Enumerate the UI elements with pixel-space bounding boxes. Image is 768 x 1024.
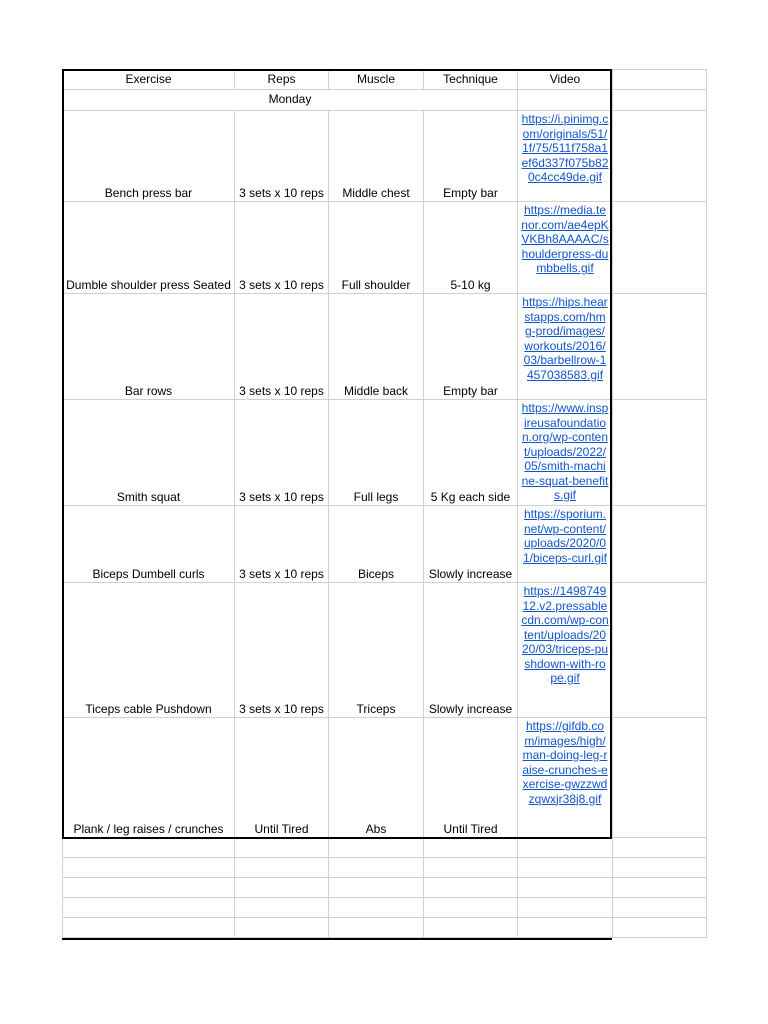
muscle-cell[interactable]: Middle chest	[329, 111, 424, 202]
reps-cell[interactable]: 3 sets x 10 reps	[235, 202, 329, 294]
empty-cell[interactable]	[613, 294, 707, 400]
empty-cell[interactable]	[63, 838, 235, 858]
video-cell	[518, 718, 613, 838]
bottom-border-line	[62, 938, 612, 940]
empty-cell[interactable]	[518, 90, 613, 111]
empty-cell[interactable]	[329, 838, 424, 858]
muscle-cell[interactable]: Full legs	[329, 400, 424, 506]
table-row	[63, 111, 707, 202]
empty-cell[interactable]	[329, 858, 424, 878]
video-link[interactable]: https://149874912.v2.pressablecdn.com/wp-content/uploads/2020/03/triceps-pushdown-with-rope.gif	[521, 584, 609, 685]
table-row	[63, 583, 707, 718]
technique-cell[interactable]: Slowly increase	[424, 506, 518, 583]
empty-cell[interactable]	[613, 111, 707, 202]
header-technique[interactable]: Technique	[424, 70, 518, 90]
technique-cell[interactable]: Slowly increase	[424, 583, 518, 718]
empty-cell[interactable]	[235, 858, 329, 878]
empty-cell[interactable]	[424, 858, 518, 878]
empty-cell[interactable]	[613, 878, 707, 898]
video-cell	[518, 111, 613, 202]
empty-row	[63, 898, 707, 918]
empty-cell[interactable]	[424, 838, 518, 858]
empty-row	[63, 878, 707, 898]
empty-cell[interactable]	[329, 878, 424, 898]
empty-cell[interactable]	[518, 838, 613, 858]
video-link[interactable]: https://media.tenor.com/ae4epKVKBh8AAAAC/shoulderpress-dumbbells.gif	[521, 203, 609, 275]
empty-cell[interactable]	[63, 898, 235, 918]
table-row	[63, 506, 707, 583]
exercise-cell[interactable]: Bar rows	[63, 294, 235, 400]
empty-cell[interactable]	[613, 918, 707, 938]
empty-cell[interactable]	[63, 858, 235, 878]
empty-cell[interactable]	[424, 878, 518, 898]
video-cell	[518, 202, 613, 294]
workout-table	[62, 69, 707, 938]
empty-cell[interactable]	[424, 898, 518, 918]
empty-cell[interactable]	[613, 70, 707, 90]
empty-cell[interactable]	[613, 898, 707, 918]
exercise-cell[interactable]: Plank / leg raises / crunches	[63, 718, 235, 838]
empty-cell[interactable]	[613, 838, 707, 858]
reps-cell[interactable]: 3 sets x 10 reps	[235, 294, 329, 400]
empty-cell[interactable]	[235, 878, 329, 898]
muscle-cell[interactable]: Abs	[329, 718, 424, 838]
video-link[interactable]: https://www.inspireusafoundation.org/wp-content/uploads/2022/05/smith-machine-squat-benefits.gif	[521, 401, 609, 502]
empty-cell[interactable]	[235, 918, 329, 938]
empty-cell[interactable]	[329, 918, 424, 938]
day-label[interactable]: Monday	[63, 90, 518, 111]
empty-cell[interactable]	[613, 506, 707, 583]
exercise-cell[interactable]: Ticeps cable Pushdown	[63, 583, 235, 718]
technique-cell[interactable]: 5 Kg each side	[424, 400, 518, 506]
table-row	[63, 400, 707, 506]
empty-cell[interactable]	[518, 878, 613, 898]
exercise-cell[interactable]: Dumble shoulder press Seated	[63, 202, 235, 294]
empty-cell[interactable]	[613, 718, 707, 838]
header-row	[63, 70, 707, 90]
technique-cell[interactable]: 5-10 kg	[424, 202, 518, 294]
exercise-cell[interactable]: Bench press bar	[63, 111, 235, 202]
technique-cell[interactable]: Empty bar	[424, 111, 518, 202]
video-link[interactable]: https://sporium.net/wp-content/uploads/2020/01/biceps-curl.gif	[522, 507, 608, 565]
header-muscle[interactable]: Muscle	[329, 70, 424, 90]
spreadsheet	[62, 69, 706, 938]
table-row	[63, 202, 707, 294]
empty-row	[63, 918, 707, 938]
empty-cell[interactable]	[613, 583, 707, 718]
exercise-cell[interactable]: Biceps Dumbell curls	[63, 506, 235, 583]
muscle-cell[interactable]: Biceps	[329, 506, 424, 583]
video-cell	[518, 583, 613, 718]
empty-row	[63, 838, 707, 858]
reps-cell[interactable]: 3 sets x 10 reps	[235, 400, 329, 506]
empty-cell[interactable]	[613, 202, 707, 294]
empty-cell[interactable]	[329, 898, 424, 918]
muscle-cell[interactable]: Full shoulder	[329, 202, 424, 294]
header-exercise[interactable]: Exercise	[63, 70, 235, 90]
empty-cell[interactable]	[613, 90, 707, 111]
video-link[interactable]: https://gifdb.com/images/high/man-doing-leg-raise-crunches-exercise-gwzzwdzqwxjr38j8.gif	[522, 719, 608, 806]
empty-cell[interactable]	[235, 898, 329, 918]
video-cell	[518, 506, 613, 583]
empty-row	[63, 858, 707, 878]
empty-cell[interactable]	[518, 918, 613, 938]
table-row	[63, 294, 707, 400]
muscle-cell[interactable]: Middle back	[329, 294, 424, 400]
empty-cell[interactable]	[63, 918, 235, 938]
muscle-cell[interactable]: Triceps	[329, 583, 424, 718]
empty-cell[interactable]	[613, 400, 707, 506]
reps-cell[interactable]: 3 sets x 10 reps	[235, 111, 329, 202]
exercise-cell[interactable]: Smith squat	[63, 400, 235, 506]
reps-cell[interactable]: 3 sets x 10 reps	[235, 583, 329, 718]
empty-cell[interactable]	[235, 838, 329, 858]
header-reps[interactable]: Reps	[235, 70, 329, 90]
header-video[interactable]: Video	[518, 70, 613, 90]
empty-cell[interactable]	[424, 918, 518, 938]
video-cell	[518, 400, 613, 506]
video-link[interactable]: https://hips.hearstapps.com/hmg-prod/images/workouts/2016/03/barbellrow-1457038583.gif	[522, 295, 608, 382]
technique-cell[interactable]: Until Tired	[424, 718, 518, 838]
table-row	[63, 718, 707, 838]
empty-cell[interactable]	[518, 858, 613, 878]
video-link[interactable]: https://i.pinimg.com/originals/51/1f/75/511f758a1ef6d337f075b820c4cc49de.gif	[521, 112, 609, 184]
empty-cell[interactable]	[613, 858, 707, 878]
empty-cell[interactable]	[518, 898, 613, 918]
technique-cell[interactable]: Empty bar	[424, 294, 518, 400]
empty-cell[interactable]	[63, 878, 235, 898]
reps-cell[interactable]: 3 sets x 10 reps	[235, 506, 329, 583]
reps-cell[interactable]: Until Tired	[235, 718, 329, 838]
video-cell	[518, 294, 613, 400]
day-row	[63, 90, 707, 111]
